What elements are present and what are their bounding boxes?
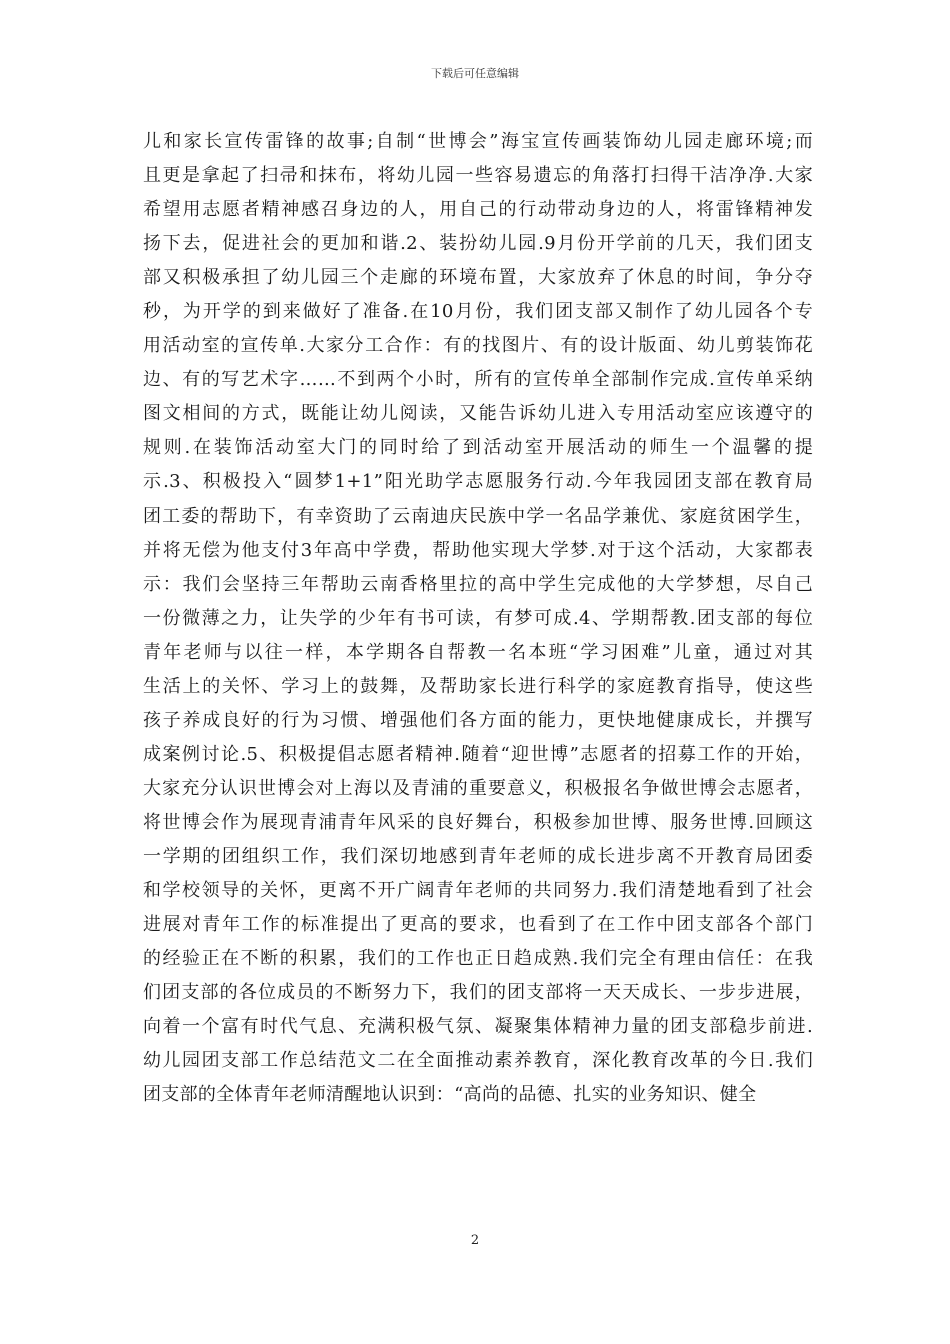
text-line: 秒，为开学的到来做好了准备.在10月份，我们团支部又制作了幼儿园各个专 xyxy=(143,301,813,323)
text-line: 团支部的全体青年老师清醒地认识到：“高尚的品德、扎实的业务知识、健全 xyxy=(143,1084,757,1106)
text-line: 扬下去，促进社会的更加和谐.2、装扮幼儿园.9月份开学前的几天，我们团支 xyxy=(143,233,813,255)
text-line: 用活动室的宣传单.大家分工合作：有的找图片、有的设计版面、幼儿剪装饰花 xyxy=(143,335,813,357)
text-line: 青年老师与以往一样，本学期各自帮教一名本班“学习困难”儿童，通过对其 xyxy=(143,641,813,663)
text-line: 且更是拿起了扫帚和抹布，将幼儿园一些容易遗忘的角落打扫得干洁净净.大家 xyxy=(143,165,813,187)
text-line: 示.3、积极投入“圆梦1+1”阳光助学志愿服务行动.今年我园团支部在教育局 xyxy=(143,471,813,493)
text-line: 和学校领导的关怀，更离不开广阔青年老师的共同努力.我们清楚地看到了社会 xyxy=(143,880,813,902)
text-line: 图文相间的方式，既能让幼儿阅读，又能告诉幼儿进入专用活动室应该遵守的 xyxy=(143,403,813,425)
text-line: 边、有的写艺术字……不到两个小时，所有的宣传单全部制作完成.宣传单采纳 xyxy=(143,369,813,391)
document-body xyxy=(143,125,813,1112)
text-line: 孩子养成良好的行为习惯、增强他们各方面的能力，更快地健康成长，并撰写 xyxy=(143,709,813,731)
text-line: 生活上的关怀、学习上的鼓舞，及帮助家长进行科学的家庭教育指导，使这些 xyxy=(143,675,813,697)
text-line: 一份微薄之力，让失学的少年有书可读，有梦可成.4、学期帮教.团支部的每位 xyxy=(143,607,813,629)
text-line: 们团支部的各位成员的不断努力下，我们的团支部将一天天成长、一步步进展， xyxy=(143,982,813,1004)
text-line: 示：我们会坚持三年帮助云南香格里拉的高中学生完成他的大学梦想，尽自己 xyxy=(143,573,813,595)
page-number: 2 xyxy=(470,1233,480,1248)
text-line: 团工委的帮助下，有幸资助了云南迪庆民族中学一名品学兼优、家庭贫困学生， xyxy=(143,505,813,527)
text-line: 向着一个富有时代气息、充满积极气氛、凝聚集体精神力量的团支部稳步前进. xyxy=(143,1016,813,1038)
text-line: 进展对青年工作的标准提出了更高的要求，也看到了在工作中团支部各个部门 xyxy=(143,914,813,936)
text-line: 并将无偿为他支付3年高中学费，帮助他实现大学梦.对于这个活动，大家都表 xyxy=(143,539,813,561)
text-line: 幼儿园团支部工作总结范文二在全面推动素养教育，深化教育改革的今日.我们 xyxy=(143,1050,813,1072)
text-line: 将世博会作为展现青浦青年风采的良好舞台，积极参加世博、服务世博.回顾这 xyxy=(143,811,813,833)
text-line: 成案例讨论.5、积极提倡志愿者精神.随着“迎世博”志愿者的招募工作的开始， xyxy=(143,743,813,765)
text-line: 规则.在装饰活动室大门的同时给了到活动室开展活动的师生一个温馨的提 xyxy=(143,437,813,459)
text-line: 部又积极承担了幼儿园三个走廊的环境布置，大家放弃了休息的时间，争分夺 xyxy=(143,267,813,289)
text-line: 一学期的团组织工作，我们深切地感到青年老师的成长进步离不开教育局团委 xyxy=(143,845,813,867)
page-header-note: 下载后可任意编辑 xyxy=(431,67,519,80)
text-line: 的经验正在不断的积累，我们的工作也正日趋成熟.我们完全有理由信任：在我 xyxy=(143,948,813,970)
text-line: 大家充分认识世博会对上海以及青浦的重要意义，积极报名争做世博会志愿者， xyxy=(143,777,813,799)
text-line: 儿和家长宣传雷锋的故事;自制“世博会”海宝宣传画装饰幼儿园走廊环境;而 xyxy=(143,131,813,152)
text-line: 希望用志愿者精神感召身边的人，用自己的行动带动身边的人，将雷锋精神发 xyxy=(143,199,813,221)
